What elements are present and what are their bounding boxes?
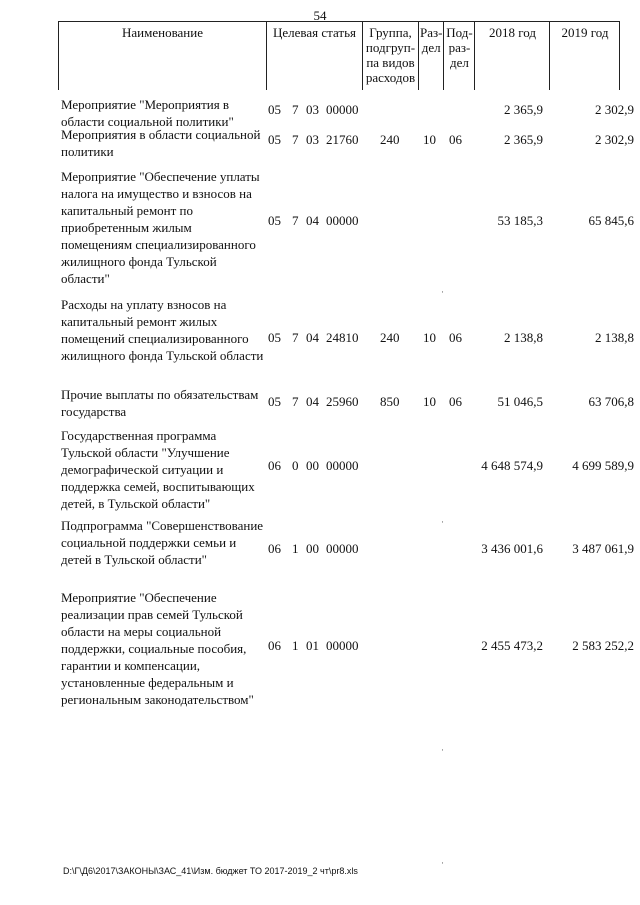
row-prog: 06 [268,638,281,653]
row-name: Мероприятие "Мероприятия в области социальной политики" [61,97,234,129]
header-subsection-line: раз- [448,40,471,55]
row-prog: 06 [268,541,281,556]
scan-speck: · [441,517,444,527]
header-2019: 2019 год [550,22,620,90]
scan-speck: · [441,287,444,297]
row-sub: 7 [292,132,299,147]
row-sub: 1 [292,541,299,556]
row-group: 240 [380,132,400,147]
row-2019: 4 699 589,9 [572,458,634,473]
header-group-line: Группа, [369,25,412,40]
row-section: 10 [423,132,436,147]
row-prog: 05 [268,330,281,345]
row-sub: 7 [292,394,299,409]
row-main: 00 [306,458,319,473]
header-group-line: па видов [366,55,415,70]
row-2018: 2 365,9 [504,102,543,117]
row-name: Подпрограмма "Совершенствование социальной поддержки семьи и детей в Тульской области" [61,518,264,567]
header-section-line: дел [421,40,441,55]
header-group-line: расходов [365,70,416,85]
row-name: Мероприятие "Обеспечение реализации прав семей Тульской области на меры социальной поддержки, социальные пособия, гарантии и компенсации, установленные федеральным и региональным законодательством" [61,590,254,707]
row-sub: 7 [292,330,299,345]
header-2018: 2018 год [475,22,550,90]
row-2019: 2 302,9 [595,102,634,117]
row-main: 04 [306,394,319,409]
row-main: 04 [306,330,319,345]
header-section [419,22,444,90]
row-dir: 24810 [326,330,359,345]
header-subsection-line: Под- [446,25,473,40]
row-sub: 0 [292,458,299,473]
row-2019: 2 138,8 [595,330,634,345]
table-header [58,21,620,90]
row-2019: 2 583 252,2 [572,638,634,653]
row-dir: 21760 [326,132,359,147]
row-dir: 00000 [326,638,359,653]
row-2019: 63 706,8 [588,394,634,409]
header-group [363,22,419,90]
row-main: 03 [306,102,319,117]
page-number: 54 [313,8,327,23]
row-group: 850 [380,394,400,409]
row-dir: 00000 [326,458,359,473]
row-dir: 00000 [326,213,359,228]
row-name: Мероприятия в области социальной политики [61,127,261,159]
header-section-line: Раз- [420,25,443,40]
row-main: 04 [306,213,319,228]
row-prog: 06 [268,458,281,473]
row-main: 01 [306,638,319,653]
row-section: 10 [423,394,436,409]
header-subsection-line: дел [450,55,469,70]
row-2018: 2 455 473,2 [481,638,543,653]
row-dir: 25960 [326,394,359,409]
header-group-line: подгруп- [365,40,416,55]
row-prog: 05 [268,394,281,409]
row-sub: 7 [292,102,299,117]
file-path-footer: D:\Г\Д6\2017\ЗАКОНЫ\ЗАС_41\Изм. бюджет ТО 2017-2019_2 чт\pr8.xls [63,866,358,876]
row-main: 00 [306,541,319,556]
row-prog: 05 [268,213,281,228]
row-subsection: 06 [449,330,462,345]
row-2018: 2 138,8 [504,330,543,345]
row-prog: 05 [268,132,281,147]
row-2018: 4 648 574,9 [481,458,543,473]
header-target: Целевая статья [267,22,363,90]
row-2019: 3 487 061,9 [572,541,634,556]
row-name: Расходы на уплату взносов на капитальный ремонт жилых помещений специализированного жилищного фонда Тульской области [61,297,264,363]
row-dir: 00000 [326,541,359,556]
scan-speck: · [441,745,444,755]
row-2018: 2 365,9 [504,132,543,147]
row-section: 10 [423,330,436,345]
row-prog: 05 [268,102,281,117]
row-sub: 1 [292,638,299,653]
header-name: Наименование [59,22,267,90]
row-main: 03 [306,132,319,147]
row-subsection: 06 [449,132,462,147]
row-2018: 53 185,3 [497,213,543,228]
row-2018: 3 436 001,6 [481,541,543,556]
row-name: Прочие выплаты по обязательствам государства [61,387,259,419]
row-sub: 7 [292,213,299,228]
header-subsection [444,22,475,90]
row-group: 240 [380,330,400,345]
row-subsection: 06 [449,394,462,409]
row-name: Мероприятие "Обеспечение уплаты налога на имущество и взносов на капитальный ремонт по приобретенным жилым помещениям специализированного жилищного фонда Тульской области" [61,169,260,286]
row-dir: 00000 [326,102,359,117]
scan-speck: · [441,858,444,868]
row-name: Государственная программа Тульской области "Улучшение демографической ситуации и поддержка семей, воспитывающих детей, в Тульской области" [61,428,255,511]
row-2019: 65 845,6 [588,213,634,228]
row-2018: 51 046,5 [497,394,543,409]
row-2019: 2 302,9 [595,132,634,147]
